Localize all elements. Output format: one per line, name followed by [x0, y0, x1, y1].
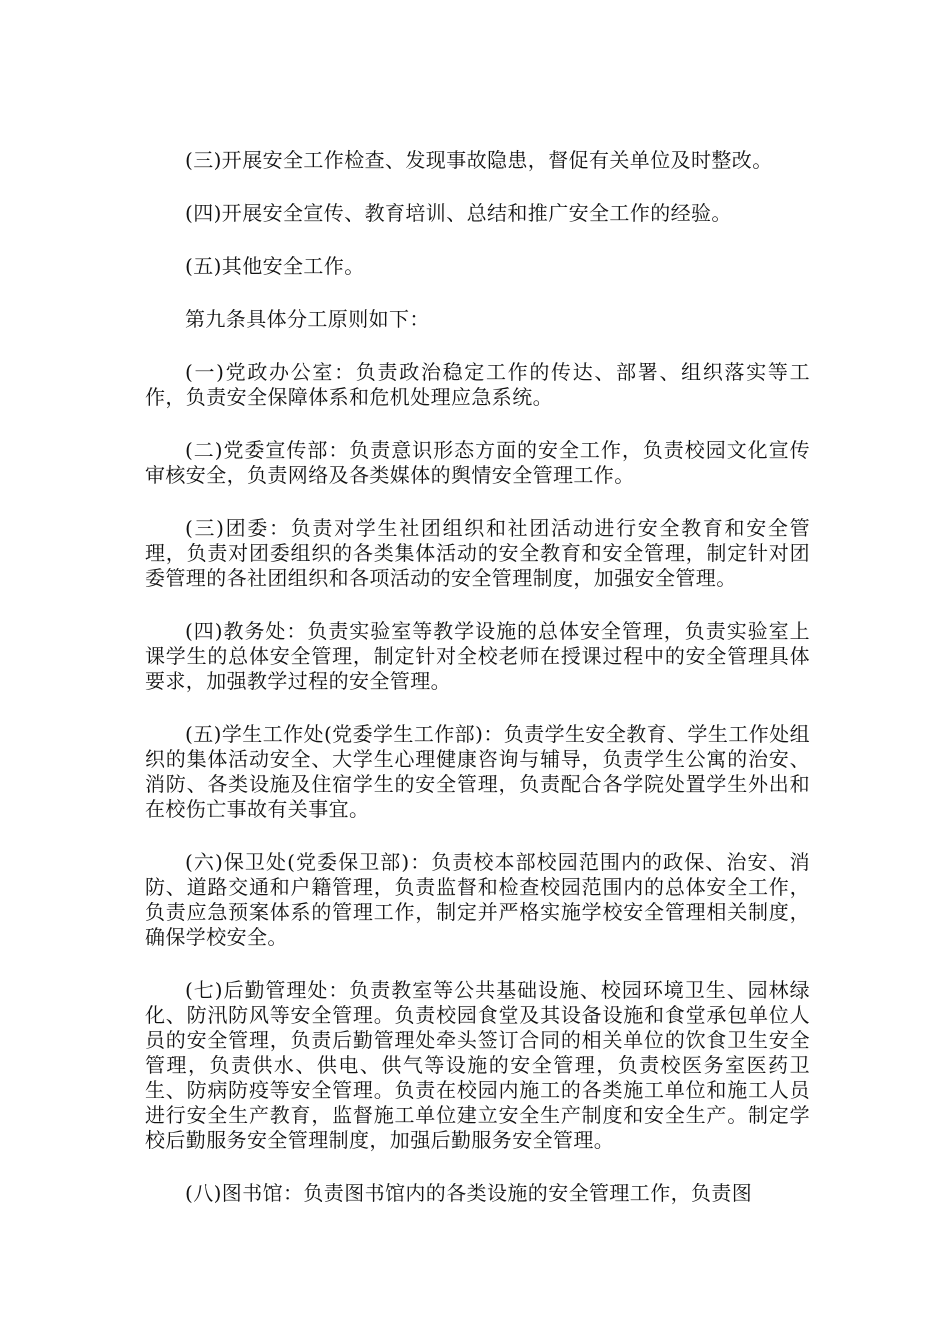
- paragraph-library: (八)图书馆：负责图书馆内的各类设施的安全管理工作，负责图: [185, 1181, 753, 1205]
- paragraph-item-4-publicity: (四)开展安全宣传、教育培训、总结和推广安全工作的经验。: [185, 201, 732, 225]
- paragraph-security-office: (六)保卫处(党委保卫部)：负责校本部校园范围内的政保、治安、消防、道路交通和户籍管理，负责监督和检查校园范围内的总体安全工作，负责应急预案体系的管理工作，制定并严格实施学校安全管理相关制度，确保学校安全。: [145, 850, 810, 949]
- paragraph-youth-league: (三)团委：负责对学生社团组织和社团活动进行安全教育和安全管理，负责对团委组织的各类集体活动的安全教育和安全管理，制定针对团委管理的各社团组织和各项活动的安全管理制度，加强安全管理。: [145, 516, 810, 590]
- article-9-heading: 第九条具体分工原则如下：: [185, 307, 430, 331]
- paragraph-publicity-department: (二)党委宣传部：负责意识形态方面的安全工作，负责校园文化宣传审核安全，负责网络及各类媒体的舆情安全管理工作。: [145, 438, 810, 487]
- paragraph-academic-affairs: (四)教务处：负责实验室等教学设施的总体安全管理，负责实验室上课学生的总体安全管理，制定针对全校老师在授课过程中的安全管理具体要求，加强教学过程的安全管理。: [145, 619, 810, 693]
- paragraph-party-office: (一)党政办公室：负责政治稳定工作的传达、部署、组织落实等工作，负责安全保障体系和危机处理应急系统。: [145, 360, 810, 409]
- paragraph-item-5-other: (五)其他安全工作。: [185, 254, 365, 278]
- document-body: [145, 148, 810, 1234]
- paragraph-logistics: (七)后勤管理处：负责教室等公共基础设施、校园环境卫生、园林绿化、防汛防风等安全管理。负责校园食堂及其设备设施和食堂承包单位人员的安全管理，负责后勤管理处牵头签订合同的相关单位的饮食卫生安全管理，负责供水、供电、供气等设施的安全管理，负责校医务室医药卫生、防病防疫等安全管理。负责在校园内施工的各类施工单位和施工人员进行安全生产教育，监督施工单位建立安全生产制度和安全生产。制定学校后勤服务安全管理制度，加强后勤服务安全管理。: [145, 978, 810, 1152]
- paragraph-item-3-inspection: (三)开展安全工作检查、发现事故隐患，督促有关单位及时整改。: [185, 148, 773, 172]
- paragraph-student-affairs: (五)学生工作处(党委学生工作部)：负责学生安全教育、学生工作处组织的集体活动安全、大学生心理健康咨询与辅导，负责学生公寓的治安、消防、各类设施及住宿学生的安全管理，负责配合各学院处置学生外出和在校伤亡事故有关事宜。: [145, 722, 810, 821]
